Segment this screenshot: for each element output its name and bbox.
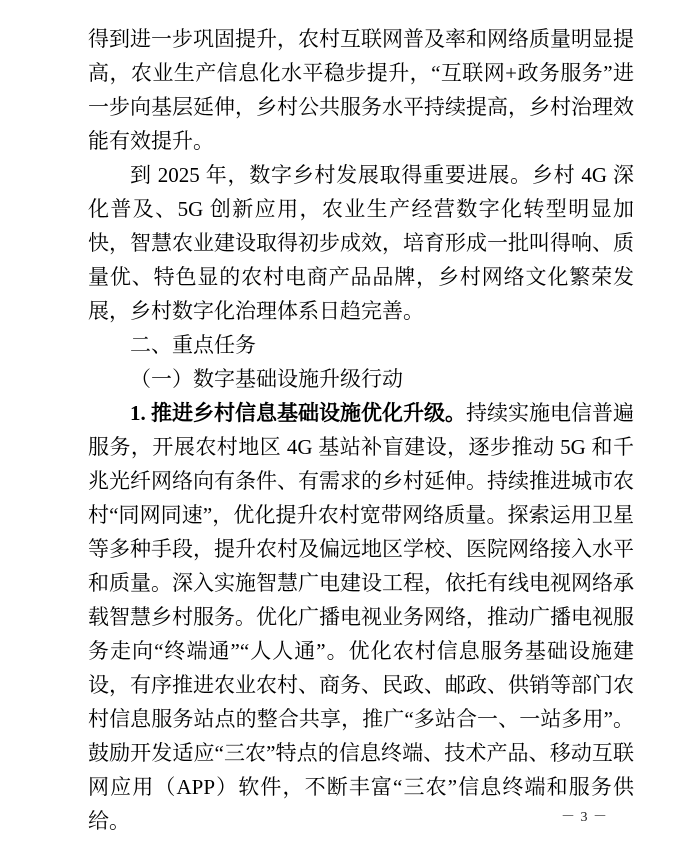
paragraph-2025-goals: 到 2025 年，数字乡村发展取得重要进展。乡村 4G 深化普及、5G 创新应用，农业生产经营数字化转型明显加快，智慧农业建设取得初步成效，培育形成一批叫得响、质量优、特色显的农村电商产品品牌，乡村网络文化繁荣发展，乡村数字化治理体系日趋完善。 xyxy=(88,163,634,323)
task1-body: 持续实施电信普遍服务，开展农村地区 4G 基站补盲建设，逐步推动 5G 和千兆光纤网络向有条件、有需求的乡村延伸。持续推进城市农村“同网同速”，优化提升农村宽带网络质量。探索运用卫星等多种手段，提升农村及偏远地区学校、医院网络接入水平和质量。深入实施智慧广电建设工程，依托有线电视网络承载智慧乡村服务。优化广播电视业务网络，推动广播电视服务走向“终端通”“人人通”。优化农村信息服务基础设施建设，有序推进农业农村、商务、民政、邮政、供销等部门农村信息服务站点的整合共享，推广“多站合一、一站多用”。鼓励开发适应“三农”特点的信息终端、技术产品、移动互联网应用（APP）软件，不断丰富“三农”信息终端和服务供给。 xyxy=(88,401,634,833)
paragraph-task1 xyxy=(88,396,634,838)
task1-title: 1. 推进乡村信息基础设施优化升级。 xyxy=(130,401,466,425)
section-heading-key-tasks: 二、重点任务 xyxy=(130,333,256,357)
page-number: － 3 － xyxy=(561,810,608,825)
document-content xyxy=(88,22,634,838)
subsection-heading-digital-infrastructure: （一）数字基础设施升级行动 xyxy=(130,367,403,391)
paragraph-continuation: 得到进一步巩固提升，农村互联网普及率和网络质量明显提高，农业生产信息化水平稳步提升，“互联网+政务服务”进一步向基层延伸，乡村公共服务水平持续提高，乡村治理效能有效提升。 xyxy=(88,27,634,153)
